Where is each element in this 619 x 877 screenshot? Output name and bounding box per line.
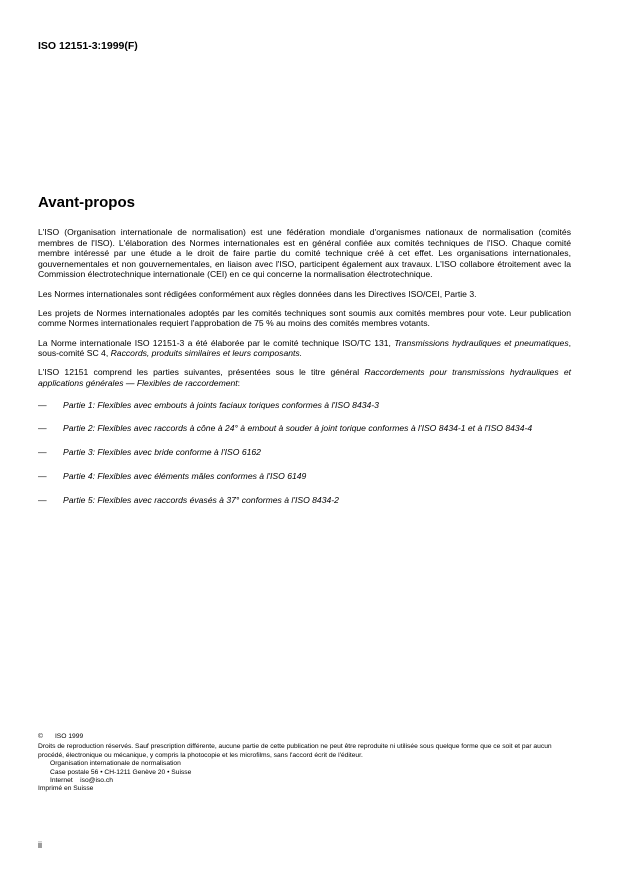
internet-email: iso@iso.ch bbox=[80, 777, 113, 785]
paragraph: L'ISO (Organisation internationale de normalisation) est une fédération mondiale d'organismes nationaux de normalisation (comités membres de l'ISO). L'élaboration des Normes internationales est en général confiée aux comités techniques de l'ISO. Chaque comité membre intéressé par une étude a le droit de faire partie du comité technique créé à cet effet. Les organisations internationales, gouvernementales et non gouvernementales, en liaison avec l'ISO, participent également aux travaux. L'ISO collabore étroitement avec la Commission électrotechnique internationale (CEI) en ce qui concerne la normalisation électrotechnique. bbox=[38, 227, 571, 280]
list-item bbox=[38, 400, 571, 411]
internet-line bbox=[50, 777, 578, 785]
list-item-text: Partie 1: Flexibles avec embouts à joints faciaux toriques conformes à l'ISO 8434-3 bbox=[63, 399, 379, 410]
postal-address: Case postale 56 • CH-1211 Genève 20 • Suisse bbox=[50, 768, 192, 776]
text: , sous-comité SC 4, bbox=[38, 337, 572, 359]
address-block bbox=[38, 760, 578, 785]
dash: — bbox=[38, 423, 47, 434]
copyright-text: ISO 1999 bbox=[54, 733, 84, 740]
paragraph: Les projets de Normes internationales adoptés par les comités techniques sont soumis aux comités membres pour vote. Leur publication comme Normes internationales requiert l'approbation de 75 % au moins des comités membres votants. bbox=[38, 307, 571, 329]
dash: — bbox=[38, 399, 47, 410]
copyright-footer bbox=[38, 733, 578, 794]
rights-text: Droits de reproduction réservés. Sauf prescription différente, aucune partie de cette publication ne peut être reproduite ni utilisée sous quelque forme que ce soit et par aucun procédé, électronique ou mécanique, y compris la photocopie et les microfilms, sans l'accord écrit de l'éditeur. bbox=[38, 743, 552, 759]
copyright-icon: © bbox=[38, 733, 43, 740]
text: : bbox=[237, 377, 241, 388]
paragraph: Les Normes internationales sont rédigées conformément aux règles données dans les Directives ISO/CEI, Partie 3. bbox=[38, 288, 477, 299]
internet-label: Internet bbox=[50, 777, 73, 785]
text: La Norme internationale ISO 12151-3 a été élaborée par le comité technique ISO/TC 131, bbox=[38, 337, 395, 348]
paragraph bbox=[38, 338, 571, 359]
printed-in: Imprimé en Suisse bbox=[38, 785, 94, 793]
page-title: Avant-propos bbox=[38, 194, 135, 211]
dash: — bbox=[38, 447, 47, 458]
text-italic: Raccords, produits similaires et leurs composants. bbox=[110, 348, 303, 359]
list-item bbox=[38, 447, 571, 458]
dash: — bbox=[38, 470, 47, 481]
list-item bbox=[38, 471, 571, 482]
document-header: ISO 12151-3:1999(F) bbox=[38, 40, 138, 52]
dash: — bbox=[38, 494, 47, 505]
list-item bbox=[38, 495, 571, 506]
text-italic: Raccordements pour transmissions hydrauliques et applications générales — Flexibles de raccordement bbox=[38, 367, 571, 388]
text: L'ISO 12151 comprend les parties suivantes, présentées sous le titre général bbox=[38, 367, 365, 378]
list-item-text: Partie 3: Flexibles avec bride conforme à l'ISO 6162 bbox=[63, 447, 261, 458]
page-number: ii bbox=[38, 840, 42, 850]
list-item-text: Partie 4: Flexibles avec éléments mâles conformes à l'ISO 6149 bbox=[63, 470, 307, 481]
list-item-text: Partie 5: Flexibles avec raccords évasés à 37° conformes à l'ISO 8434-2 bbox=[63, 494, 339, 505]
copyright-line bbox=[38, 733, 578, 741]
text-italic: Transmissions hydrauliques et pneumatiques bbox=[394, 337, 569, 348]
org-name: Organisation internationale de normalisation bbox=[50, 760, 181, 768]
paragraph bbox=[38, 367, 571, 388]
list-item bbox=[38, 423, 571, 434]
parts-list bbox=[38, 400, 571, 506]
list-item-text: Partie 2: Flexibles avec raccords à cône à 24° à embout à souder à joint torique conformes à l'ISO 8434-1 et à l'ISO 8434-4 bbox=[63, 423, 533, 434]
foreword-body bbox=[38, 227, 571, 518]
